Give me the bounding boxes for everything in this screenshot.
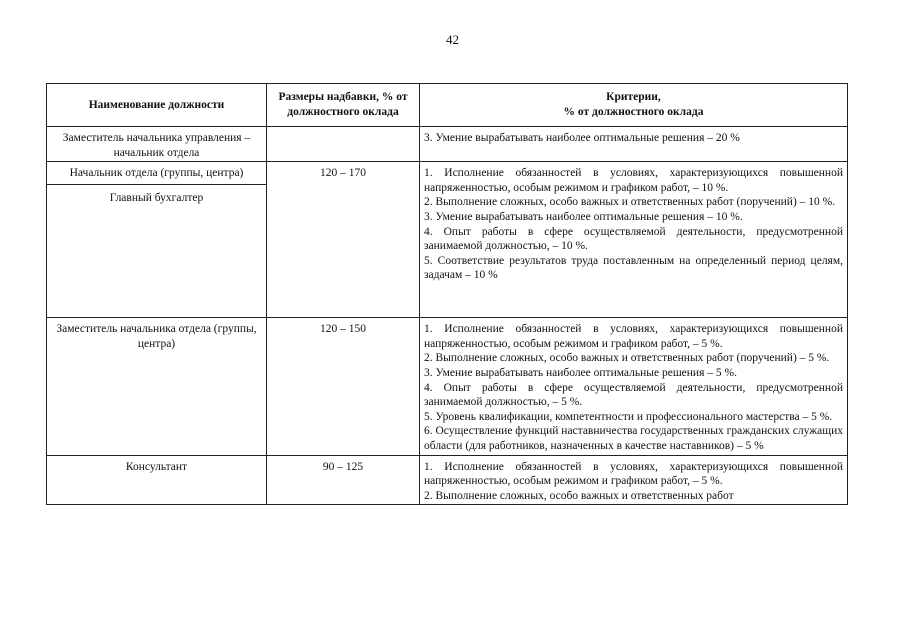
cell-position: Консультант bbox=[47, 455, 267, 505]
criterion: 1. Исполнение обязанностей в условиях, характеризующихся повышенной напряженностью, особым режимом и графиком работ, – 5 %. bbox=[424, 460, 843, 488]
table-row bbox=[47, 127, 848, 162]
header-bonus: Размеры надбавки, % от должностного оклада bbox=[267, 84, 420, 127]
page-number: 42 bbox=[446, 32, 459, 47]
cell-position bbox=[47, 162, 267, 318]
table-row bbox=[47, 318, 848, 455]
criterion: 2. Выполнение сложных, особо важных и ответственных работ bbox=[424, 489, 734, 502]
table-row bbox=[47, 162, 848, 318]
table-row bbox=[47, 455, 848, 505]
cell-criteria bbox=[420, 318, 848, 455]
cell-position: Заместитель начальника управления – начальник отдела bbox=[47, 127, 267, 162]
cell-bonus: 120 – 150 bbox=[267, 318, 420, 455]
cell-criteria bbox=[420, 127, 848, 162]
criterion: 3. Умение вырабатывать наиболее оптимальные решения – 10 %. bbox=[424, 210, 743, 223]
criterion: 5. Соответствие результатов труда поставленным на определенный период целям, задачам – 10 % bbox=[424, 254, 843, 282]
header-position: Наименование должности bbox=[47, 84, 267, 127]
header-criteria bbox=[420, 84, 848, 127]
criterion: 6. Осуществление функций наставничества государственных гражданских служащих области (для работников, назначенных в качестве наставников) – 5 % bbox=[424, 425, 843, 452]
criterion: 2. Выполнение сложных, особо важных и ответственных работ (поручений) – 10 %. bbox=[424, 196, 836, 209]
criterion: 1. Исполнение обязанностей в условиях, характеризующихся повышенной напряженностью, особым режимом и графиком работ, – 10 %. bbox=[424, 167, 843, 194]
position-label-secondary: Главный бухгалтер bbox=[109, 191, 204, 204]
cell-position: Заместитель начальника отдела (группы, центра) bbox=[47, 318, 267, 455]
table-header-row bbox=[47, 84, 848, 127]
position-label: Начальник отдела (группы, центра) bbox=[47, 162, 266, 185]
criterion: 4. Опыт работы в сфере осуществляемой деятельности, предусмотренной занимаемой должностью, – 10 %. bbox=[424, 225, 843, 253]
header-criteria-line2: % от должностного оклада bbox=[563, 106, 704, 118]
criterion: 3. Умение вырабатывать наиболее оптимальные решения – 5 %. bbox=[424, 366, 737, 379]
criterion: 2. Выполнение сложных, особо важных и ответственных работ (поручений) – 5 %. bbox=[424, 352, 830, 365]
cell-criteria bbox=[420, 162, 848, 318]
criterion: 3. Умение вырабатывать наиболее оптимальные решения – 20 % bbox=[424, 132, 740, 144]
cell-bonus bbox=[267, 127, 420, 162]
bonus-table bbox=[46, 83, 848, 505]
criterion: 4. Опыт работы в сфере осуществляемой деятельности, предусмотренной занимаемой должностью, – 5 %. bbox=[424, 381, 843, 409]
cell-bonus: 90 – 125 bbox=[267, 455, 420, 505]
criterion: 5. Уровень квалификации, компетентности и профессионального мастерства – 5 %. bbox=[424, 410, 833, 423]
criterion: 1. Исполнение обязанностей в условиях, характеризующихся повышенной напряженностью, особым режимом и графиком работ, – 5 %. bbox=[424, 323, 843, 350]
header-criteria-line1: Критерии, bbox=[606, 91, 661, 104]
cell-criteria bbox=[420, 455, 848, 505]
cell-bonus: 120 – 170 bbox=[267, 162, 420, 318]
